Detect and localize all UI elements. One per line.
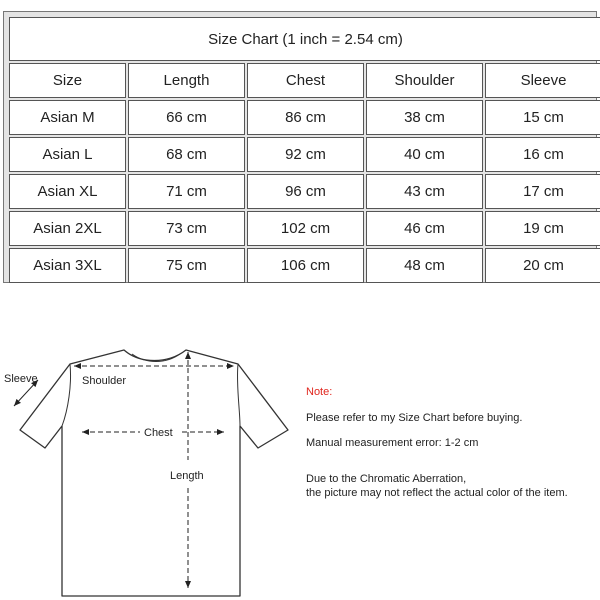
cell-chest: 86 cm [247,100,364,135]
header-length: Length [128,63,245,98]
cell-chest: 102 cm [247,211,364,246]
cell-shoulder: 38 cm [366,100,483,135]
cell-shoulder: 46 cm [366,211,483,246]
sleeve-label: Sleeve [4,373,38,385]
header-chest: Chest [247,63,364,98]
header-shoulder: Shoulder [366,63,483,98]
header-size: Size [9,63,126,98]
cell-shoulder: 43 cm [366,174,483,209]
cell-shoulder: 48 cm [366,248,483,283]
sleeve-seam-right [237,364,240,426]
table-row [9,100,600,135]
tshirt-measurement-diagram [0,330,300,600]
note-line-measurement-error: Manual measurement error: 1-2 cm [306,437,479,449]
table-row [9,248,600,283]
cell-sleeve: 16 cm [485,137,600,172]
note-box [306,385,596,500]
cell-size: Asian XL [9,174,126,209]
note-line-size-chart: Please refer to my Size Chart before buying. [306,412,523,424]
cell-shoulder: 40 cm [366,137,483,172]
shoulder-label: Shoulder [82,375,127,387]
cell-length: 73 cm [128,211,245,246]
cell-length: 68 cm [128,137,245,172]
tshirt-outline [20,350,288,596]
chest-label: Chest [144,427,173,439]
cell-length: 75 cm [128,248,245,283]
cell-sleeve: 20 cm [485,248,600,283]
cell-length: 66 cm [128,100,245,135]
size-chart-frame [3,11,597,283]
size-chart-title: Size Chart (1 inch = 2.54 cm) [9,17,600,61]
cell-size: Asian 2XL [9,211,126,246]
cell-sleeve: 19 cm [485,211,600,246]
note-title: Note: [306,386,333,398]
cell-size: Asian 3XL [9,248,126,283]
header-sleeve: Sleeve [485,63,600,98]
cell-size: Asian M [9,100,126,135]
cell-size: Asian L [9,137,126,172]
table-row [9,137,600,172]
table-row [9,211,600,246]
table-row [9,174,600,209]
size-chart-table [7,15,600,285]
cell-sleeve: 15 cm [485,100,600,135]
note-line-actual-color: the picture may not reflect the actual color of the item. [306,487,568,499]
cell-chest: 92 cm [247,137,364,172]
cell-chest: 96 cm [247,174,364,209]
cell-chest: 106 cm [247,248,364,283]
cell-sleeve: 17 cm [485,174,600,209]
cell-length: 71 cm [128,174,245,209]
length-label: Length [170,470,204,482]
note-line-chromatic-aberration: Due to the Chromatic Aberration, [306,473,467,485]
